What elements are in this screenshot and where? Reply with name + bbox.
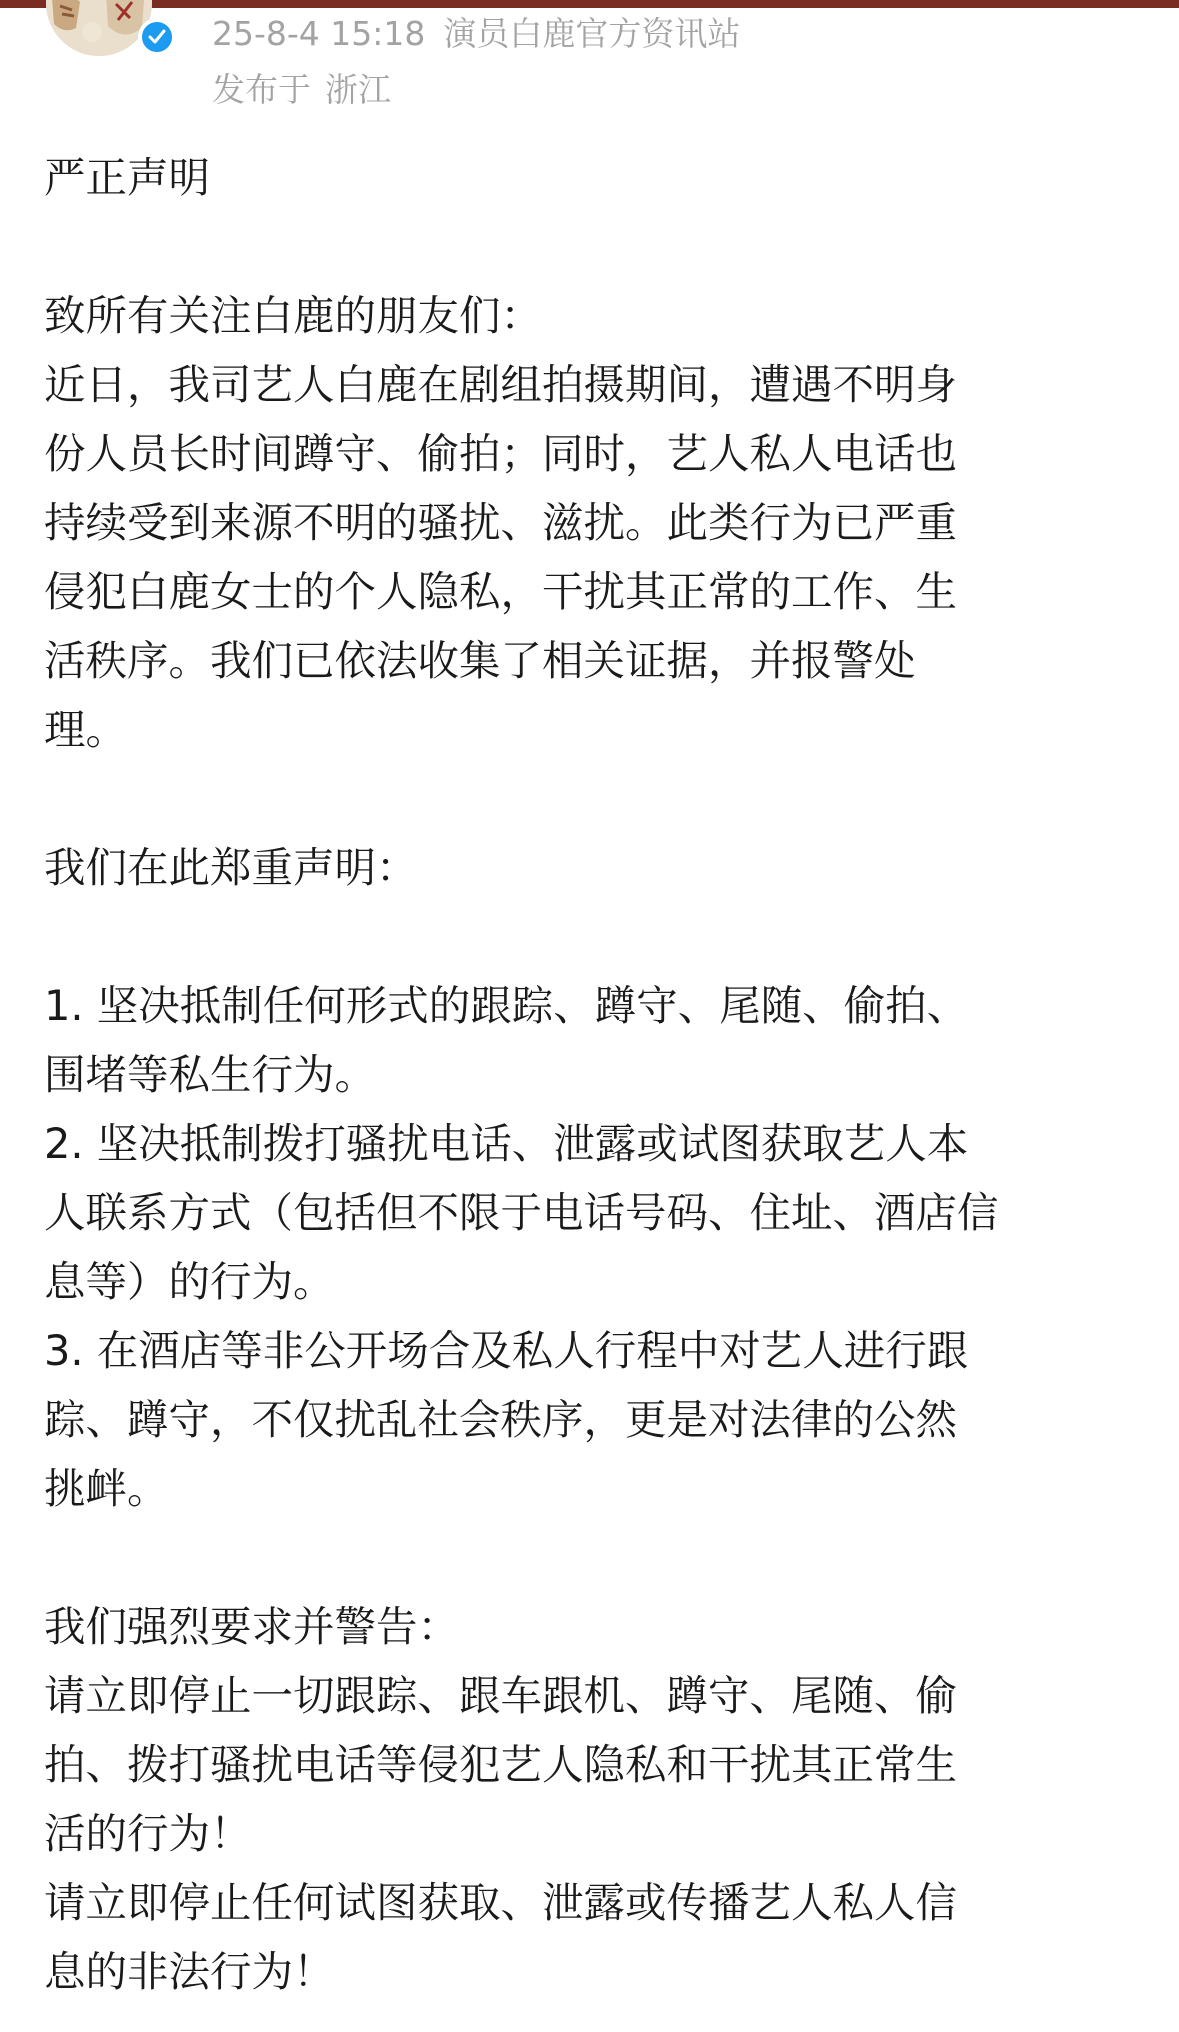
list-item-line: 挑衅。 xyxy=(44,1464,169,1513)
warning-heading: 我们强烈要求并警告： xyxy=(44,1602,460,1651)
list-item-line: 3. 在酒店等非公开场合及私人行程中对艺人进行跟 xyxy=(44,1326,969,1375)
location-label: 发布于 xyxy=(212,70,311,109)
author-avatar[interactable] xyxy=(46,0,158,60)
list-item-line: 息等）的行为。 xyxy=(44,1257,335,1306)
paragraph-line: 理。 xyxy=(44,705,128,754)
paragraph-line: 活秩序。我们已依法收集了相关证据，并报警处 xyxy=(44,636,916,685)
top-edge-bar xyxy=(0,0,1179,8)
warning-line: 请立即停止任何试图获取、泄露或传播艺人私人信 xyxy=(44,1878,958,1927)
post-source[interactable]: 演员白鹿官方资讯站 xyxy=(443,14,741,53)
post-timestamp: 25-8-4 15:18 xyxy=(212,14,426,53)
paragraph-line: 份人员长时间蹲守、偷拍；同时，艺人私人电话也 xyxy=(44,429,958,478)
paragraph-line: 近日，我司艺人白鹿在剧组拍摄期间，遭遇不明身 xyxy=(44,360,958,409)
avatar xyxy=(46,0,152,56)
warning-line: 拍、拨打骚扰电话等侵犯艺人隐私和干扰其正常生 xyxy=(44,1740,958,1789)
warning-line: 活的行为！ xyxy=(44,1809,252,1858)
verified-badge-icon xyxy=(138,18,176,56)
post-location xyxy=(212,68,391,112)
post-body xyxy=(44,143,1134,2006)
post-card xyxy=(0,8,1179,2032)
location-value: 浙江 xyxy=(325,70,391,109)
paragraph-line: 持续受到来源不明的骚扰、滋扰。此类行为已严重 xyxy=(44,498,958,547)
declare-heading: 我们在此郑重声明： xyxy=(44,843,418,892)
warning-line: 息的非法行为！ xyxy=(44,1947,335,1996)
paragraph-line: 侵犯白鹿女士的个人隐私，干扰其正常的工作、生 xyxy=(44,567,958,616)
list-item-line: 踪、蹲守，不仅扰乱社会秩序，更是对法律的公然 xyxy=(44,1395,958,1444)
list-item-line: 围堵等私生行为。 xyxy=(44,1050,377,1099)
statement-title: 严正声明 xyxy=(44,153,211,202)
greeting: 致所有关注白鹿的朋友们： xyxy=(44,291,543,340)
warning-line: 请立即停止一切跟踪、跟车跟机、蹲守、尾随、偷 xyxy=(44,1671,958,1720)
list-item-line: 人联系方式（包括但不限于电话号码、住址、酒店信 xyxy=(44,1188,999,1237)
post-meta xyxy=(212,12,740,56)
list-item-line: 2. 坚决抵制拨打骚扰电话、泄露或试图获取艺人本 xyxy=(44,1119,969,1168)
list-item-line: 1. 坚决抵制任何形式的跟踪、蹲守、尾随、偷拍、 xyxy=(44,981,969,1030)
